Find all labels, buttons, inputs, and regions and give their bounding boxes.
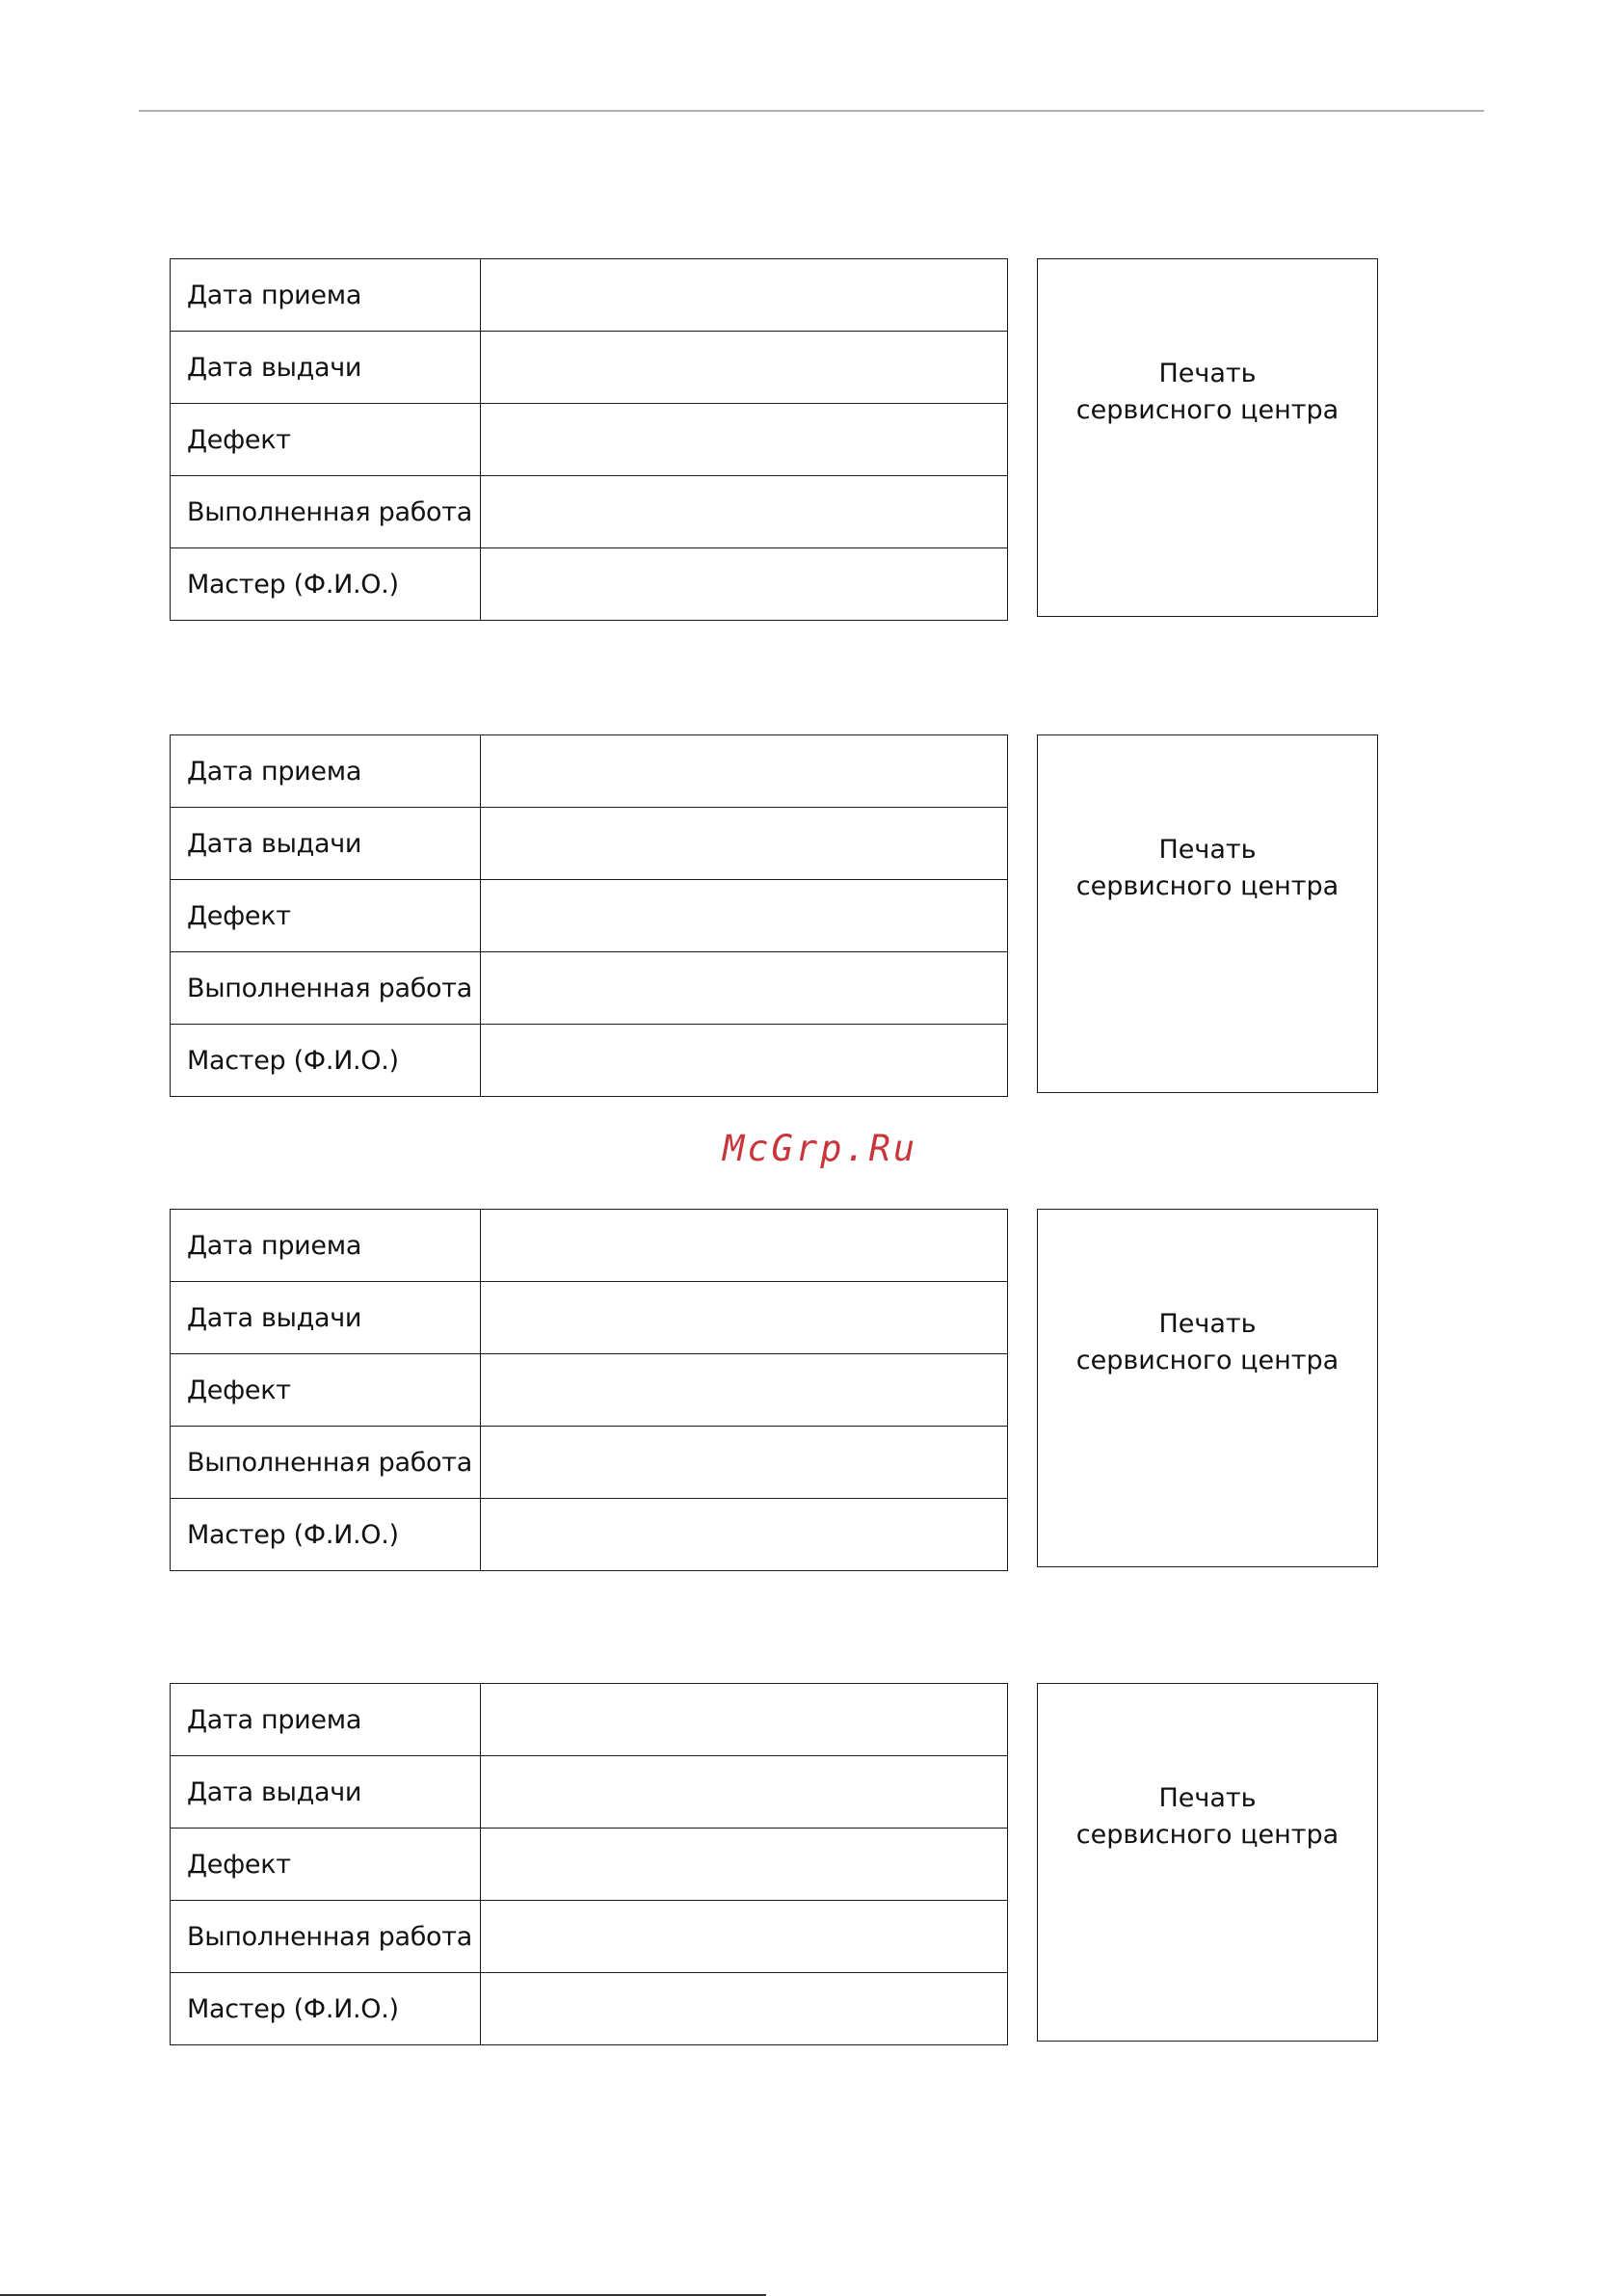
stamp-caption <box>1038 1780 1377 1854</box>
date-issued-field[interactable] <box>481 1756 1008 1829</box>
stamp-caption <box>1038 356 1377 429</box>
table-row <box>171 1756 1008 1829</box>
stamp-caption-line2: сервисного центра <box>1075 1820 1339 1850</box>
table-row <box>171 880 1008 952</box>
table-row <box>171 476 1008 548</box>
table-row <box>171 1025 1008 1097</box>
table-row <box>171 548 1008 621</box>
table-row <box>171 1901 1008 1973</box>
stamp-caption-line1: Печать <box>1158 359 1257 388</box>
table-row <box>171 808 1008 880</box>
stamp-caption-line2: сервисного центра <box>1075 871 1339 901</box>
defect-field[interactable] <box>481 880 1008 952</box>
defect-label: Дефект <box>171 1829 481 1901</box>
date-issued-field[interactable] <box>481 332 1008 404</box>
work-done-label: Выполненная работа <box>171 476 481 548</box>
date-received-field[interactable] <box>481 259 1008 332</box>
table-row <box>171 1427 1008 1499</box>
table-row <box>171 404 1008 476</box>
work-done-field[interactable] <box>481 476 1008 548</box>
service-record-table <box>170 1683 1008 2045</box>
date-received-field[interactable] <box>481 1684 1008 1756</box>
top-divider <box>139 110 1484 112</box>
master-name-label: Мастер (Ф.И.О.) <box>171 1499 481 1571</box>
master-name-label: Мастер (Ф.И.О.) <box>171 1025 481 1097</box>
table-row <box>171 735 1008 808</box>
defect-label: Дефект <box>171 1354 481 1427</box>
table-row <box>171 1210 1008 1282</box>
master-name-label: Мастер (Ф.И.О.) <box>171 1973 481 2045</box>
service-center-stamp-box <box>1037 1209 1378 1567</box>
stamp-caption-line1: Печать <box>1158 1783 1257 1813</box>
master-name-field[interactable] <box>481 1499 1008 1571</box>
date-issued-label: Дата выдачи <box>171 1756 481 1829</box>
stamp-caption <box>1038 1306 1377 1379</box>
table-row <box>171 1829 1008 1901</box>
table-row <box>171 1282 1008 1354</box>
service-record-table <box>170 258 1008 621</box>
table-row <box>171 952 1008 1025</box>
work-done-field[interactable] <box>481 1901 1008 1973</box>
table-row <box>171 1354 1008 1427</box>
service-record-card <box>170 1209 1378 1569</box>
date-received-label: Дата приема <box>171 1210 481 1282</box>
service-record-card <box>170 734 1378 1095</box>
table-row <box>171 332 1008 404</box>
date-received-label: Дата приема <box>171 735 481 808</box>
defect-field[interactable] <box>481 404 1008 476</box>
date-received-field[interactable] <box>481 1210 1008 1282</box>
work-done-label: Выполненная работа <box>171 1427 481 1499</box>
defect-field[interactable] <box>481 1354 1008 1427</box>
stamp-caption-line1: Печать <box>1158 1309 1257 1339</box>
date-issued-label: Дата выдачи <box>171 1282 481 1354</box>
stamp-caption-line2: сервисного центра <box>1075 1346 1339 1375</box>
date-received-field[interactable] <box>481 735 1008 808</box>
table-row <box>171 1973 1008 2045</box>
service-record-card <box>170 258 1378 619</box>
defect-label: Дефект <box>171 404 481 476</box>
date-issued-field[interactable] <box>481 808 1008 880</box>
service-center-stamp-box <box>1037 734 1378 1093</box>
table-row <box>171 1499 1008 1571</box>
service-record-table <box>170 734 1008 1097</box>
date-issued-label: Дата выдачи <box>171 808 481 880</box>
date-issued-label: Дата выдачи <box>171 332 481 404</box>
work-done-label: Выполненная работа <box>171 952 481 1025</box>
work-done-field[interactable] <box>481 1427 1008 1499</box>
date-issued-field[interactable] <box>481 1282 1008 1354</box>
master-name-field[interactable] <box>481 1973 1008 2045</box>
watermark-text: McGrp.Ru <box>723 1128 918 1169</box>
stamp-caption-line1: Печать <box>1158 835 1257 865</box>
service-center-stamp-box <box>1037 1683 1378 2042</box>
defect-field[interactable] <box>481 1829 1008 1901</box>
stamp-caption <box>1038 832 1377 905</box>
date-received-label: Дата приема <box>171 259 481 332</box>
table-row <box>171 1684 1008 1756</box>
defect-label: Дефект <box>171 880 481 952</box>
master-name-label: Мастер (Ф.И.О.) <box>171 548 481 621</box>
service-record-table <box>170 1209 1008 1571</box>
master-name-field[interactable] <box>481 1025 1008 1097</box>
work-done-label: Выполненная работа <box>171 1901 481 1973</box>
service-center-stamp-box <box>1037 258 1378 617</box>
work-done-field[interactable] <box>481 952 1008 1025</box>
date-received-label: Дата приема <box>171 1684 481 1756</box>
master-name-field[interactable] <box>481 548 1008 621</box>
service-record-card <box>170 1683 1378 2043</box>
stamp-caption-line2: сервисного центра <box>1075 395 1339 425</box>
table-row <box>171 259 1008 332</box>
